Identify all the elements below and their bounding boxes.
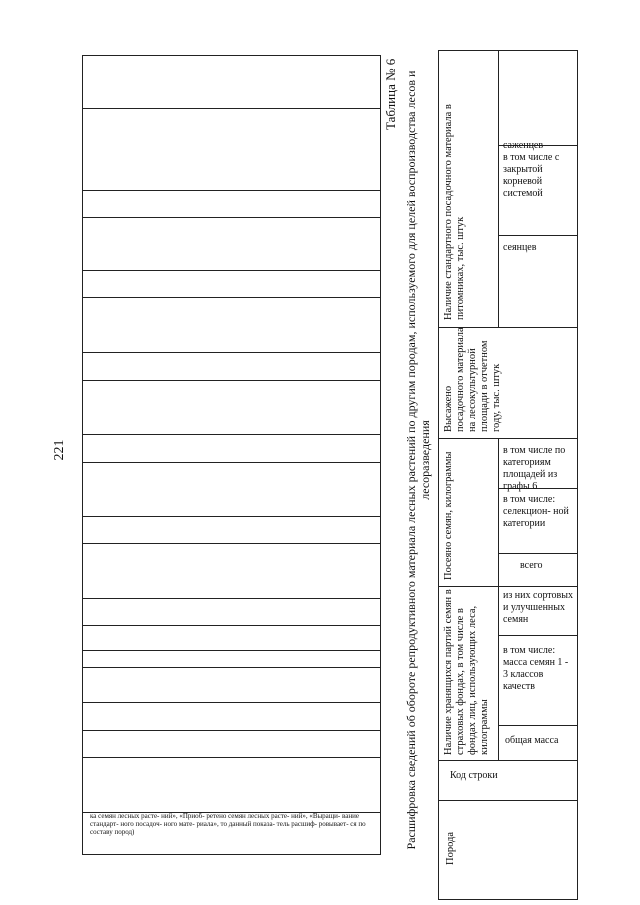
col-seed-stock-class: в том числе: масса семян 1 - 3 классов качеств [503, 645, 569, 692]
col-planted: Высажено посадочного материала на лесокультурной площади в отчетном году, тыс. штук [443, 327, 502, 432]
grid-line [82, 190, 380, 191]
page-number: 221 [52, 439, 67, 461]
grid-line [82, 297, 380, 298]
col-nursery-seedlings: сеянцев [503, 242, 537, 253]
grid-line [82, 702, 380, 703]
col-nursery-closed-roots: в том числе с закрытой корневой системой [503, 152, 560, 199]
grid-line [82, 217, 380, 218]
col-nursery-saplings: саженцев [503, 140, 544, 151]
grid-line [82, 434, 380, 435]
col-seed-stock-group: Наличие хранящихся партий семян в страховых фондах, в том числе в фондах лиц, использующих леса, килограммы [443, 589, 490, 755]
col-breed: Порода [445, 831, 456, 865]
grid-line [82, 108, 380, 109]
col-sown-selection: в том числе: селекцион- ной категории [503, 494, 569, 529]
col-row-code: Код строки [450, 770, 498, 781]
col-sown-by-category: в том числе по категориям площадей из графы 6 [503, 445, 566, 492]
previous-table-note-block [90, 812, 380, 852]
grid-line [82, 270, 380, 271]
col-nursery-group: Наличие стандартного посадочного материала в питомниках, тыс. штук [443, 104, 466, 320]
col-sown-total: всего [520, 560, 543, 571]
grid-line [82, 625, 380, 626]
table-label: Таблица № 6 [383, 58, 398, 130]
grid-line [82, 730, 380, 731]
grid-line [82, 516, 380, 517]
col-sown-group: Посеяно семян, килограммы [443, 451, 454, 580]
grid-line [82, 352, 380, 353]
col-seed-stock-total: общая масса [505, 735, 559, 746]
grid-line [82, 543, 380, 544]
grid-line [82, 757, 380, 758]
grid-line [82, 650, 380, 651]
previous-table-note: ка семян лесных расте- ний», «Приоб- ретено семян лесных расте- ний», «Выращи- вание стандарт- ного посадоч- ного мате- риала», то данный показа- тель расшиф- ровывает- ся по составу пород) [90, 812, 366, 836]
col-seed-stock-varietal: из них сортовых и улучшенных семян [503, 590, 573, 625]
grid-line [82, 667, 380, 668]
grid-line [82, 380, 380, 381]
grid-line [82, 462, 380, 463]
table-caption: Расшифровка сведений об обороте репродуктивного материала лесных растений по другим породам, используемого для целей воспроизводства лесов и лесоразведения [404, 70, 432, 850]
previous-table-frame [82, 55, 381, 855]
grid-line [82, 598, 380, 599]
